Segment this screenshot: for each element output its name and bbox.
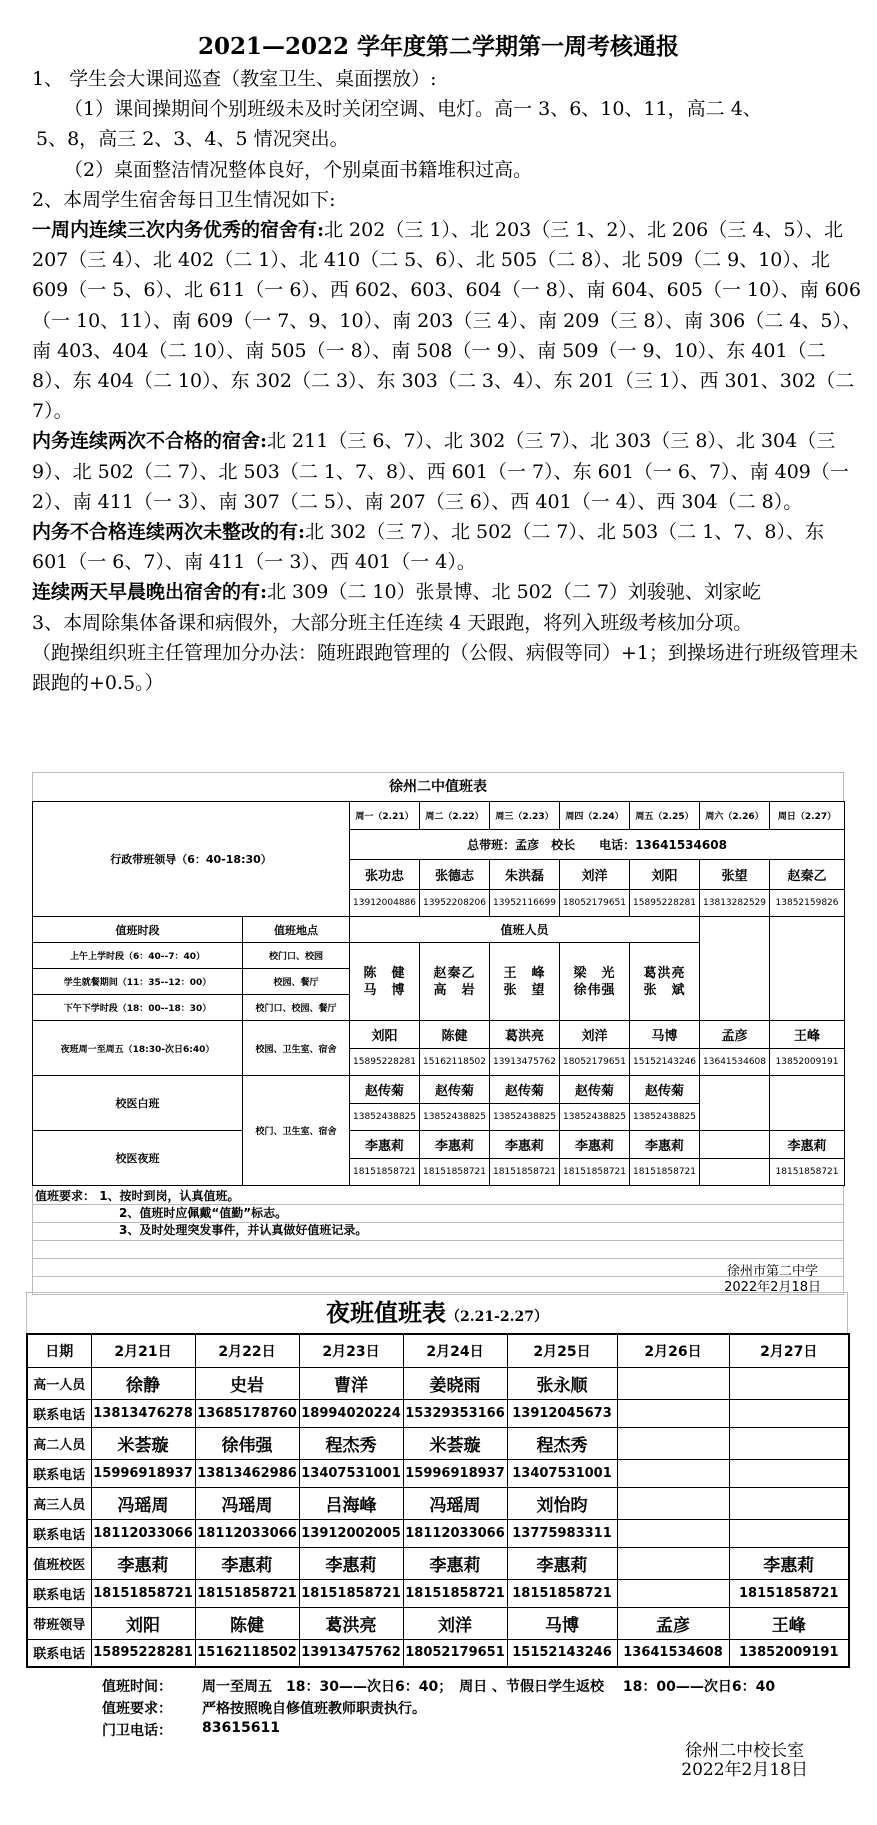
night-shift-name: 王峰 [770, 1021, 845, 1049]
duty-schedule [32, 772, 844, 1295]
staff-name [617, 1367, 729, 1399]
doctor-day-phone: 13852438825 [350, 1104, 420, 1131]
phone-number [617, 1519, 729, 1547]
night-shift-name: 葛洪亮 [490, 1021, 560, 1049]
duty-sig-org: 徐州市第二中学 [727, 1264, 819, 1279]
group-member: 马 博 [363, 982, 406, 998]
report [0, 0, 877, 698]
phone-number: 15895228281 [91, 1639, 195, 1667]
doctor-day-phone: 13852438825 [420, 1104, 490, 1131]
excellent-dorms-label: 一周内连续三次内务优秀的宿舍有: [32, 219, 325, 242]
doctor-night-name [700, 1131, 770, 1159]
phone-number: 13407531001 [507, 1459, 617, 1487]
group-member: 陈 健 [363, 965, 406, 981]
night-shift-phone: 15895228281 [350, 1049, 420, 1076]
doctor-night-name: 李惠莉 [420, 1131, 490, 1159]
night-shift-phone: 18052179651 [560, 1049, 630, 1076]
phone-number: 18112033066 [195, 1519, 299, 1547]
gate-phone [102, 1720, 280, 1740]
failed-dorms-text: 北 211（三 6、7）、北 302（三 7）、北 303（三 8）、北 304（三 9）、北 502（二 7）、北 503（二 1、7、8）、西 601（一 7）、东 601（一 6、7）、南 409（一 2）、南 411（一 3）、南 307（二 5）、南 207（三 6）、西 401（一 4）、西 304（二 8）。 [32, 430, 849, 513]
staff-name: 刘洋 [403, 1607, 507, 1639]
group-member: 葛洪亮 [643, 965, 686, 981]
doctor-day-phone: 13852438825 [560, 1104, 630, 1131]
period-morning: 上午上学时段（6：40--7：40） [33, 943, 243, 969]
row-label: 联系电话 [27, 1519, 91, 1547]
date-header: 日期 [27, 1334, 91, 1367]
staff-name: 冯瑶周 [195, 1487, 299, 1519]
period-lunch: 学生就餐期间（11：35--12：00） [33, 969, 243, 995]
phone-number: 13852009191 [729, 1639, 849, 1667]
staff-name: 吕海峰 [299, 1487, 403, 1519]
day-3: 周三（2.23） [490, 802, 560, 830]
staff-name: 冯瑶周 [403, 1487, 507, 1519]
admin-leader-label: 行政带班领导（6：40-18:30） [33, 802, 350, 917]
doctor-day-name: 赵传菊 [420, 1076, 490, 1104]
staff-name: 曹洋 [299, 1367, 403, 1399]
phone-number [617, 1399, 729, 1427]
staff-name: 李惠莉 [403, 1547, 507, 1579]
phone-number: 15996918937 [403, 1459, 507, 1487]
staff-name [617, 1487, 729, 1519]
doctor-night-name: 李惠莉 [770, 1131, 845, 1159]
leader-name: 刘阳 [630, 860, 700, 890]
group-member: 王 峰 [503, 965, 546, 981]
doctor-night-phone [700, 1159, 770, 1186]
phone-number: 18994020224 [299, 1399, 403, 1427]
doctor-night-label: 校医夜班 [33, 1131, 243, 1186]
failed-dorms [0, 426, 877, 517]
doctor-night-phone: 18151858721 [490, 1159, 560, 1186]
phone-number: 13813476278 [91, 1399, 195, 1427]
phone-number: 18151858721 [195, 1579, 299, 1607]
unfixed-dorms [0, 517, 877, 577]
place-header: 值班地点 [243, 917, 350, 943]
day-4: 周四（2.24） [560, 802, 630, 830]
duty-group [420, 943, 490, 1021]
staff-name: 李惠莉 [195, 1547, 299, 1579]
phone-number: 15152143246 [507, 1639, 617, 1667]
night-requirement [102, 1698, 426, 1718]
duty-req-3: 3、及时处理突发事件，并认真做好值班记录。 [119, 1223, 368, 1237]
night-title [26, 1292, 848, 1333]
section-1-item-2: （2）桌面整洁情况整体良好，个别桌面书籍堆积过高。 [64, 158, 533, 181]
leader-name: 张功忠 [350, 860, 420, 890]
row-label: 联系电话 [27, 1579, 91, 1607]
staff-name: 刘阳 [91, 1607, 195, 1639]
staff-name: 冯瑶周 [91, 1487, 195, 1519]
report-title: 2021—2022 学年度第二学期第一周考核通报 [197, 33, 680, 60]
staff-name [617, 1427, 729, 1459]
place-morning: 校门口、校园 [243, 943, 350, 969]
leader-name: 赵秦乙 [770, 860, 845, 890]
night-schedule [26, 1292, 848, 1788]
night-shift-name: 刘阳 [350, 1021, 420, 1049]
row-label: 带班领导 [27, 1607, 91, 1639]
doctor-day-name: 赵传菊 [490, 1076, 560, 1104]
night-req-label: 值班要求： [102, 1701, 172, 1717]
phone-number: 18151858721 [91, 1579, 195, 1607]
phone-number: 13912045673 [507, 1399, 617, 1427]
duty-notes [32, 1186, 844, 1295]
late-students-text: 北 309（二 10）张景博、北 502（二 7）刘骏驰、刘家屹 [267, 581, 761, 604]
leader-name: 张德志 [420, 860, 490, 890]
excellent-dorms-text: 北 202（三 1）、北 203（三 1、2）、北 206（三 4、5）、北 207（三 4）、北 402（二 1）、北 410（二 5、6）、北 505（二 8）、北 509（二 9、10）、北 609（一 5、6）、北 611（一 6）、西 602、603、604（一 8）、南 604、605（一 10）、南 606（一 10、11）、南 609（一 7、9、10）、南 203（三 4）、南 209（三 8）、南 306（二 4、5）、南 403、404（二 10）、南 505（一 8）、南 508（一 9）、南 509（一 9、10）、东 401（二 8）、东 404（二 10）、东 302（二 3）、东 303（二 3、4）、东 201（三 1）、西 301、302（二 7）。 [32, 219, 861, 423]
doctor-night-phone: 18151858721 [770, 1159, 845, 1186]
phone-number: 18052179651 [403, 1639, 507, 1667]
duty-group [490, 943, 560, 1021]
leader-phone: 13813282529 [700, 890, 770, 917]
duty-group [630, 943, 700, 1021]
late-students [0, 577, 877, 607]
gate-phone-value: 83615611 [202, 1720, 280, 1736]
staff-name: 李惠莉 [729, 1547, 849, 1579]
date-cell: 2月26日 [617, 1334, 729, 1367]
night-signature [681, 1742, 808, 1780]
unfixed-dorms-label: 内务不合格连续两次未整改的有: [32, 521, 306, 544]
period-header: 值班时段 [33, 917, 243, 943]
night-time [102, 1676, 776, 1696]
phone-number: 13912002005 [299, 1519, 403, 1547]
doctor-day-phone: 13852438825 [630, 1104, 700, 1131]
leader-phone: 13952208206 [420, 890, 490, 917]
general-leader: 总带班：孟彦 校长 电话：13641534608 [350, 830, 845, 860]
night-shift-place: 校园、卫生室、宿舍 [243, 1021, 350, 1076]
row-label: 高三人员 [27, 1487, 91, 1519]
date-cell: 2月24日 [403, 1334, 507, 1367]
doctor-day-name: 赵传菊 [630, 1076, 700, 1104]
row-label: 联系电话 [27, 1399, 91, 1427]
staff-name: 程杰秀 [507, 1427, 617, 1459]
night-shift-name: 刘洋 [560, 1021, 630, 1049]
leader-name: 朱洪磊 [490, 860, 560, 890]
phone-number: 13685178760 [195, 1399, 299, 1427]
night-shift-phone: 13913475762 [490, 1049, 560, 1076]
group-member: 张 斌 [643, 982, 686, 998]
leader-phone: 18052179651 [560, 890, 630, 917]
section-3: 3、本周除集体备课和病假外，大部分班主任连续 4 天跟跑，将列入班级考核加分项。 [32, 611, 753, 634]
late-students-label: 连续两天早晨晚出宿舍的有: [32, 581, 268, 604]
doctor-day-label: 校医白班 [33, 1076, 243, 1131]
doctor-night-phone: 18151858721 [420, 1159, 490, 1186]
staff-name: 程杰秀 [299, 1427, 403, 1459]
night-shift-label: 夜班周一至周五（18:30-次日6:40） [33, 1021, 243, 1076]
night-time-label: 值班时间： [102, 1679, 172, 1695]
leader-name: 刘洋 [560, 860, 630, 890]
date-cell: 2月22日 [195, 1334, 299, 1367]
night-req-value: 严格按照晚自修值班教师职责执行。 [202, 1701, 426, 1717]
section-2: 2、本周学生宿舍每日卫生情况如下: [32, 188, 336, 211]
staff-name [617, 1547, 729, 1579]
duty-group [350, 943, 420, 1021]
night-shift-name: 马博 [630, 1021, 700, 1049]
night-table [26, 1333, 850, 1668]
phone-number: 15162118502 [195, 1639, 299, 1667]
doctor-night-name: 李惠莉 [350, 1131, 420, 1159]
phone-number: 13813462986 [195, 1459, 299, 1487]
empty-cell [770, 1076, 845, 1131]
night-sig-date: 2022年2月18日 [681, 1760, 808, 1780]
duty-requirements [35, 1188, 367, 1239]
night-sig-org: 徐州二中校长室 [685, 1741, 805, 1761]
night-title-text: 夜班值班表 [325, 1298, 446, 1327]
row-label: 高二人员 [27, 1427, 91, 1459]
night-shift-phone: 15162118502 [420, 1049, 490, 1076]
staff-name: 姜晓雨 [403, 1367, 507, 1399]
duty-group [560, 943, 630, 1021]
phone-number: 18112033066 [91, 1519, 195, 1547]
phone-number: 15996918937 [91, 1459, 195, 1487]
night-time-value: 周一至周五 18：30——次日6：40； 周日 、节假日学生返校 18：00——次日6：40 [202, 1679, 776, 1695]
row-label: 高一人员 [27, 1367, 91, 1399]
doctor-day-name: 赵传菊 [560, 1076, 630, 1104]
night-shift-name: 孟彦 [700, 1021, 770, 1049]
day-7: 周日（2.27） [770, 802, 845, 830]
date-cell: 2月23日 [299, 1334, 403, 1367]
date-cell: 2月27日 [729, 1334, 849, 1367]
empty-cell [700, 917, 770, 1021]
staff-name [729, 1487, 849, 1519]
day-2: 周二（2.22） [420, 802, 490, 830]
day-5: 周五（2.25） [630, 802, 700, 830]
staff-name: 徐静 [91, 1367, 195, 1399]
empty-cell [700, 1076, 770, 1131]
night-title-range: （2.21-2.27） [445, 1309, 548, 1325]
day-1: 周一（2.21） [350, 802, 420, 830]
staff-name: 葛洪亮 [299, 1607, 403, 1639]
phone-number [729, 1519, 849, 1547]
day-6: 周六（2.26） [700, 802, 770, 830]
unfixed-dorms-text: 北 302（三 7）、北 502（二 7）、北 503（二 1、7、8）、东 601（一 6、7）、南 411（一 3）、西 401（一 4）。 [32, 521, 824, 574]
row-label: 联系电话 [27, 1459, 91, 1487]
staff-name: 李惠莉 [299, 1547, 403, 1579]
staff-name: 米荟璇 [403, 1427, 507, 1459]
row-label: 联系电话 [27, 1639, 91, 1667]
period-evening: 下午下学时段（18：00--18：30） [33, 995, 243, 1021]
phone-number [729, 1459, 849, 1487]
phone-number: 13641534608 [617, 1639, 729, 1667]
staff-name: 张永顺 [507, 1367, 617, 1399]
row-label: 值班校医 [27, 1547, 91, 1579]
staff-name [729, 1367, 849, 1399]
section-1-item-1: （1）课间操期间个别班级未及时关闭空调、电灯。高一 3、6、10、11，高二 4、 [64, 98, 762, 121]
night-table-body [27, 1334, 849, 1667]
night-notes [26, 1668, 848, 1788]
phone-number: 15329353166 [403, 1399, 507, 1427]
doctor-day-name: 赵传菊 [350, 1076, 420, 1104]
staff-name: 史岩 [195, 1367, 299, 1399]
excellent-dorms [0, 215, 877, 426]
staff-name: 马博 [507, 1607, 617, 1639]
phone-number: 18112033066 [403, 1519, 507, 1547]
place-lunch: 校园、餐厅 [243, 969, 350, 995]
phone-number [729, 1399, 849, 1427]
empty-cell [770, 917, 845, 1021]
group-member: 梁 光 [573, 965, 616, 981]
staff-name: 李惠莉 [507, 1547, 617, 1579]
group-member: 赵秦乙 [433, 965, 476, 981]
phone-number: 13913475762 [299, 1639, 403, 1667]
group-member: 徐伟强 [573, 982, 616, 998]
night-shift-phone: 15152143246 [630, 1049, 700, 1076]
doctor-place: 校门、卫生室、宿舍 [243, 1076, 350, 1186]
place-evening: 校门口、校园、餐厅 [243, 995, 350, 1021]
duty-req-label: 值班要求： [35, 1189, 96, 1203]
staff-name [729, 1427, 849, 1459]
staff-name: 刘怡昀 [507, 1487, 617, 1519]
duty-title: 徐州二中值班表 [32, 772, 844, 801]
staff-name: 李惠莉 [91, 1547, 195, 1579]
phone-number: 18151858721 [729, 1579, 849, 1607]
duty-req-2: 2、值班时应佩戴“值勤”标志。 [119, 1206, 288, 1220]
staff-name: 米荟璇 [91, 1427, 195, 1459]
section-3-note: （跑操组织班主任管理加分办法：随班跟跑管理的（公假、病假等同）+1；到操场进行班级管理未跟跑的+0.5。） [32, 641, 859, 695]
phone-number: 13775983311 [507, 1519, 617, 1547]
leader-phone: 15895228281 [630, 890, 700, 917]
leader-phone: 13912004886 [350, 890, 420, 917]
night-shift-phone: 13641534608 [700, 1049, 770, 1076]
doctor-night-name: 李惠莉 [490, 1131, 560, 1159]
phone-number: 13407531001 [299, 1459, 403, 1487]
date-cell: 2月25日 [507, 1334, 617, 1367]
doctor-night-phone: 18151858721 [630, 1159, 700, 1186]
leader-name: 张望 [700, 860, 770, 890]
section-1-item-1-cont: 5、8，高三 2、3、4、5 情况突出。 [36, 128, 349, 151]
doctor-night-phone: 18151858721 [350, 1159, 420, 1186]
leader-phone: 13952116699 [490, 890, 560, 917]
leader-phone: 13852159826 [770, 890, 845, 917]
gate-phone-label: 门卫电话： [102, 1723, 172, 1739]
staff-name: 陈健 [195, 1607, 299, 1639]
night-shift-phone: 13852009191 [770, 1049, 845, 1076]
staff-name: 孟彦 [617, 1607, 729, 1639]
phone-number: 18151858721 [403, 1579, 507, 1607]
date-cell: 2月21日 [91, 1334, 195, 1367]
doctor-night-name: 李惠莉 [560, 1131, 630, 1159]
failed-dorms-label: 内务连续两次不合格的宿舍: [32, 430, 268, 453]
group-member: 高 岩 [433, 982, 476, 998]
night-shift-name: 陈健 [420, 1021, 490, 1049]
duty-table [32, 801, 845, 1186]
duty-sig-date: 2022年2月18日 [724, 1280, 821, 1295]
phone-number: 18151858721 [299, 1579, 403, 1607]
phone-number [617, 1579, 729, 1607]
phone-number: 18151858721 [507, 1579, 617, 1607]
staff-name: 徐伟强 [195, 1427, 299, 1459]
doctor-night-phone: 18151858721 [560, 1159, 630, 1186]
section-1: 1、 学生会大课间巡查（教室卫生、桌面摆放）: [32, 68, 437, 90]
doctor-day-phone: 13852438825 [490, 1104, 560, 1131]
phone-number [617, 1459, 729, 1487]
duty-req-1: 1、按时到岗，认真值班。 [99, 1189, 240, 1203]
staff-name: 王峰 [729, 1607, 849, 1639]
group-member: 张 望 [503, 982, 546, 998]
staff-header: 值班人员 [350, 917, 700, 943]
doctor-night-name: 李惠莉 [630, 1131, 700, 1159]
